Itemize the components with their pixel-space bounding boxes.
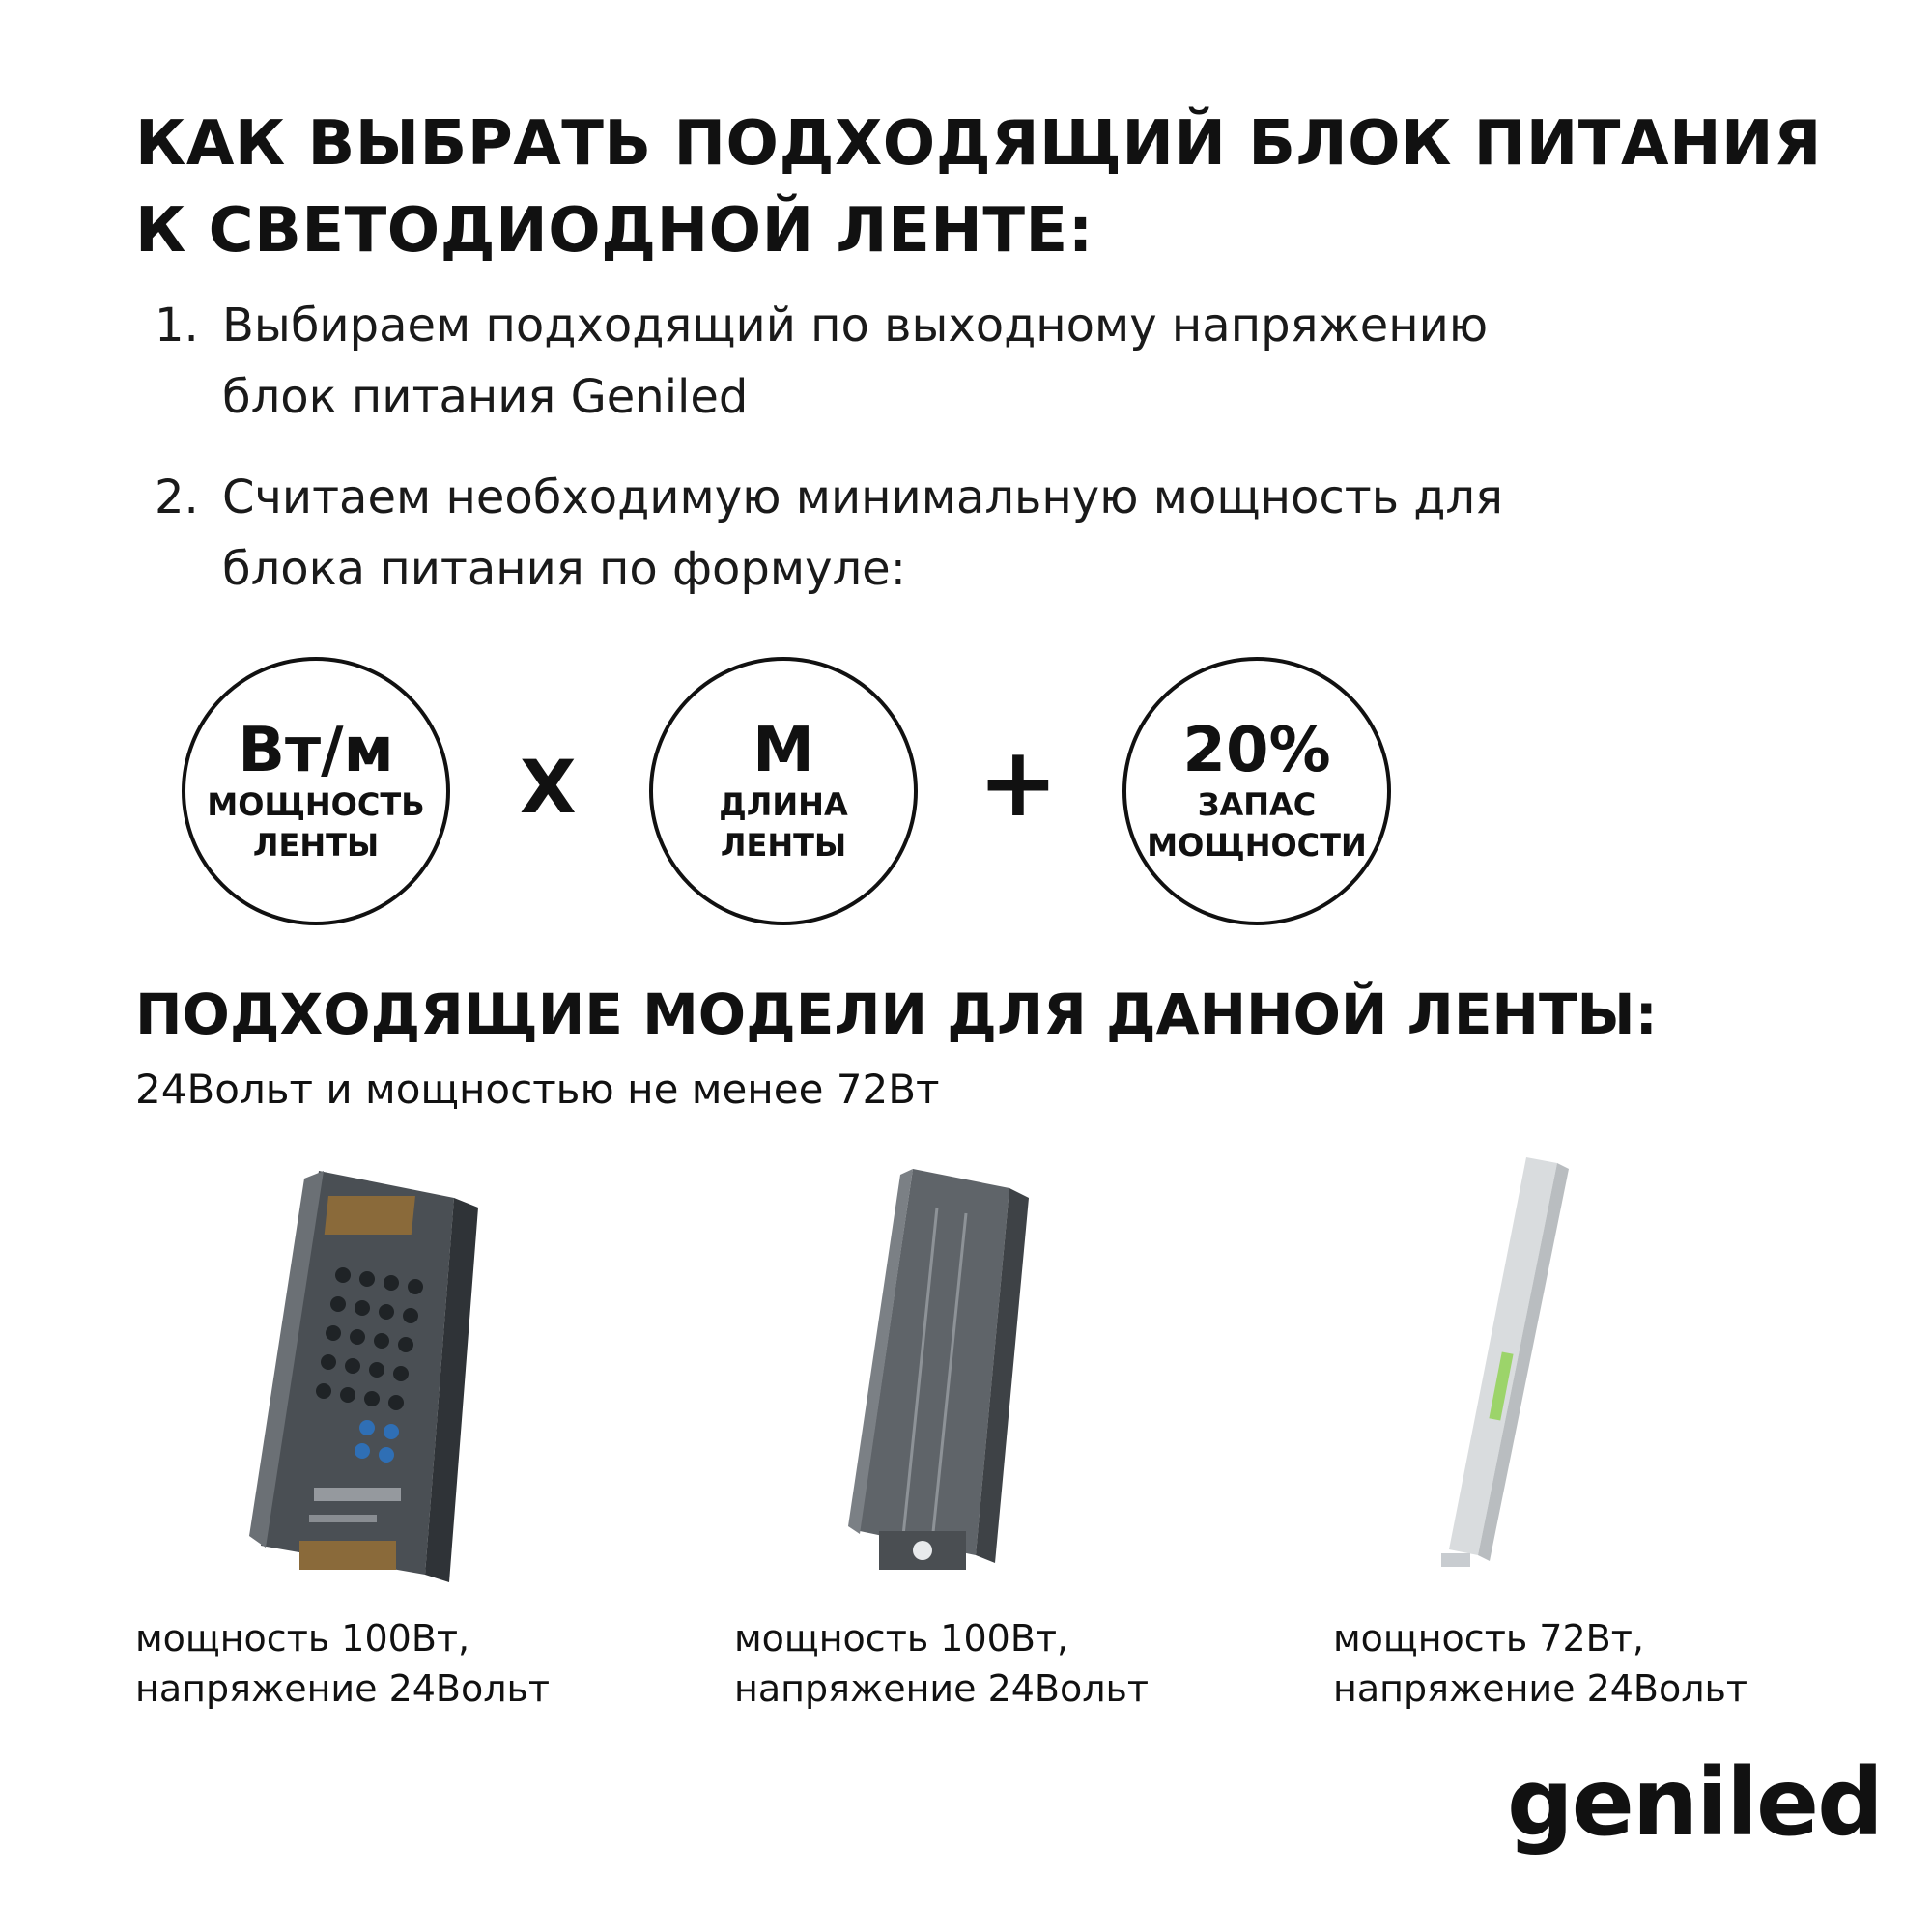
- product-card: [734, 1150, 1275, 1714]
- models-subheading: 24Вольт и мощностью не менее 72Вт: [135, 1065, 940, 1113]
- product-power: мощность 72Вт,: [1333, 1617, 1644, 1660]
- formula-circle-strip-power: [182, 657, 450, 925]
- step-number: 2.: [155, 470, 199, 525]
- formula-label: ЗАПАС: [1197, 786, 1317, 823]
- step-text-line-1: Выбираем подходящий по выходному напряжению: [222, 298, 1489, 353]
- product-card: [1333, 1150, 1874, 1714]
- formula-label: МОЩНОСТИ: [1147, 827, 1367, 864]
- brand-logo: geniled: [1507, 1748, 1882, 1857]
- steps-list: [155, 290, 1855, 634]
- power-supply-waterproof-image: [734, 1150, 1275, 1594]
- formula-label: ДЛИНА: [719, 786, 848, 823]
- product-voltage: напряжение 24Вольт: [734, 1667, 1150, 1710]
- formula-label: ЛЕНТЫ: [252, 827, 380, 864]
- product-power: мощность 100Вт,: [734, 1617, 1069, 1660]
- formula-value: 20%: [1182, 715, 1331, 786]
- product-card: [135, 1150, 676, 1714]
- formula-circle-strip-length: [649, 657, 918, 925]
- step-item: [155, 290, 1855, 433]
- formula-value: М: [753, 715, 814, 786]
- page-title-line-2: К СВЕТОДИОДНОЙ ЛЕНТЕ:: [135, 195, 1094, 267]
- multiply-operator: Х: [520, 744, 577, 830]
- product-voltage: напряжение 24Вольт: [1333, 1667, 1748, 1710]
- product-caption: [1333, 1613, 1874, 1714]
- page-title-line-1: КАК ВЫБРАТЬ ПОДХОДЯЩИЙ БЛОК ПИТАНИЯ: [135, 108, 1822, 180]
- product-caption: [135, 1613, 676, 1714]
- step-text-line-1: Считаем необходимую минимальную мощность для: [222, 470, 1503, 525]
- step-number: 1.: [155, 298, 199, 353]
- step-text-line-2: блок питания Geniled: [222, 370, 749, 424]
- page-title: [135, 100, 1835, 274]
- formula-circle-power-reserve: [1122, 657, 1391, 925]
- formula-label: МОЩНОСТЬ: [207, 786, 425, 823]
- power-supply-ultrathin-image: [1333, 1150, 1874, 1594]
- product-caption: [734, 1613, 1275, 1714]
- models-heading: ПОДХОДЯЩИЕ МОДЕЛИ ДЛЯ ДАННОЙ ЛЕНТЫ:: [135, 981, 1658, 1047]
- product-power: мощность 100Вт,: [135, 1617, 470, 1660]
- power-formula: [0, 657, 1932, 947]
- step-item: [155, 462, 1855, 605]
- plus-operator: +: [978, 725, 1059, 838]
- formula-value: Вт/м: [238, 715, 394, 786]
- formula-label: ЛЕНТЫ: [720, 827, 847, 864]
- step-text-line-2: блока питания по формуле:: [222, 542, 906, 596]
- power-supply-slim-image: [135, 1150, 676, 1594]
- product-voltage: напряжение 24Вольт: [135, 1667, 551, 1710]
